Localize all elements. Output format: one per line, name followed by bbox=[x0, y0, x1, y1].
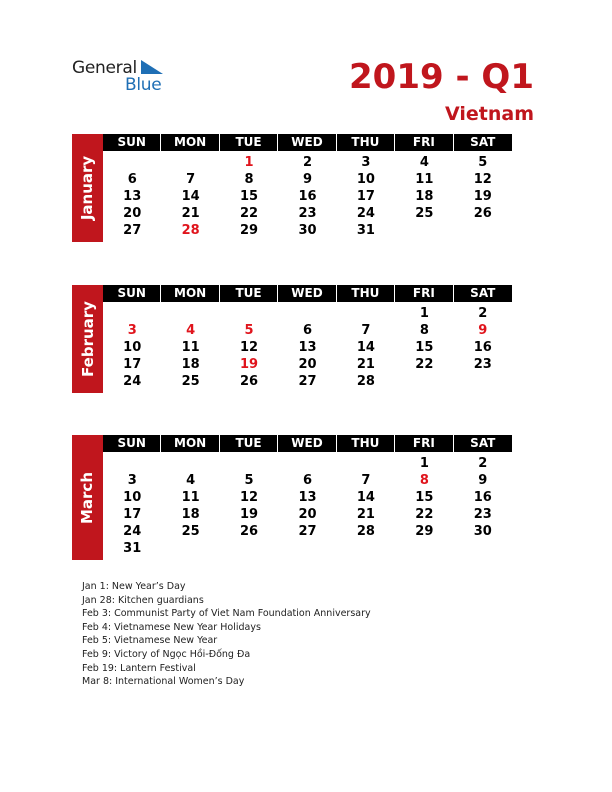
day-cell: 9 bbox=[302, 172, 313, 187]
day-cell bbox=[278, 455, 336, 472]
day-cell bbox=[337, 455, 395, 472]
holiday-list-item: Feb 19: Lantern Festival bbox=[82, 662, 196, 674]
day-cell: 11 bbox=[181, 490, 200, 505]
day-cell: 20 bbox=[123, 206, 142, 221]
day-cell: 19 bbox=[240, 507, 259, 522]
day-cell: 1 bbox=[419, 456, 429, 471]
weekday-label: WED bbox=[278, 134, 336, 151]
month-name: January bbox=[78, 155, 97, 221]
day-cell: 8 bbox=[419, 473, 429, 488]
month-name-tab bbox=[72, 285, 103, 393]
day-cell: 31 bbox=[123, 541, 142, 556]
weekday-label: TUE bbox=[220, 285, 278, 302]
day-cell bbox=[220, 455, 278, 472]
day-cell: 25 bbox=[181, 524, 200, 539]
weekday-label: THU bbox=[337, 435, 395, 452]
holiday-list bbox=[82, 580, 371, 689]
day-cell: 2 bbox=[478, 456, 488, 471]
day-cell: 29 bbox=[415, 524, 434, 539]
weekday-label: FRI bbox=[395, 285, 453, 302]
day-cell: 25 bbox=[415, 206, 434, 221]
day-cell bbox=[278, 305, 336, 322]
day-cell: 27 bbox=[298, 374, 317, 389]
day-cell: 20 bbox=[298, 507, 317, 522]
weekday-label: TUE bbox=[220, 134, 278, 151]
day-cell: 31 bbox=[356, 223, 375, 238]
day-cell: 6 bbox=[302, 323, 313, 338]
day-cell: 9 bbox=[478, 323, 488, 338]
day-cell: 30 bbox=[298, 223, 317, 238]
day-cell: 27 bbox=[298, 524, 317, 539]
day-cell: 25 bbox=[181, 374, 200, 389]
weekday-label: TUE bbox=[220, 435, 278, 452]
day-cell: 20 bbox=[298, 357, 317, 372]
weekday-label: FRI bbox=[395, 134, 453, 151]
day-cell: 23 bbox=[298, 206, 317, 221]
day-cell: 9 bbox=[478, 473, 488, 488]
weekday-header bbox=[103, 134, 512, 151]
day-cell: 11 bbox=[415, 172, 434, 187]
day-cell: 4 bbox=[419, 155, 429, 170]
day-cell bbox=[337, 540, 395, 557]
holiday-list-item: Feb 3: Communist Party of Viet Nam Foundation Anniversary bbox=[82, 608, 371, 620]
day-cell: 7 bbox=[186, 172, 196, 187]
day-cell: 2 bbox=[478, 306, 488, 321]
day-cell: 7 bbox=[361, 473, 371, 488]
day-cell: 3 bbox=[361, 155, 371, 170]
logo-triangle-icon bbox=[141, 60, 163, 74]
day-cell: 16 bbox=[298, 189, 317, 204]
day-cell: 22 bbox=[415, 507, 434, 522]
weekday-label: THU bbox=[337, 134, 395, 151]
day-cell: 11 bbox=[181, 340, 200, 355]
holiday-list-item: Jan 1: New Year’s Day bbox=[82, 581, 186, 592]
month-name-tab bbox=[72, 435, 103, 560]
logo-word-general: General bbox=[72, 58, 137, 78]
weekday-header bbox=[103, 285, 512, 302]
day-cell: 18 bbox=[181, 357, 200, 372]
day-cell: 10 bbox=[123, 340, 142, 355]
day-cell: 13 bbox=[298, 340, 317, 355]
day-cell: 26 bbox=[473, 206, 492, 221]
day-cell: 21 bbox=[181, 206, 200, 221]
day-cell bbox=[454, 222, 512, 239]
day-cell: 17 bbox=[123, 507, 142, 522]
day-cell: 15 bbox=[240, 189, 259, 204]
weekday-label: MON bbox=[161, 285, 219, 302]
holiday-list-item: Feb 5: Vietnamese New Year bbox=[82, 635, 218, 647]
day-cell: 27 bbox=[123, 223, 142, 238]
day-cell: 19 bbox=[240, 357, 259, 372]
month-name: March bbox=[78, 471, 97, 524]
weekday-label: THU bbox=[337, 285, 395, 302]
logo bbox=[72, 58, 172, 98]
weekday-label: WED bbox=[278, 435, 336, 452]
day-cell: 26 bbox=[240, 524, 259, 539]
day-cell: 15 bbox=[415, 490, 434, 505]
weekday-label: WED bbox=[278, 285, 336, 302]
weekday-label: MON bbox=[161, 134, 219, 151]
day-cell: 17 bbox=[356, 189, 375, 204]
page-title: 2019 - Q1 bbox=[349, 57, 534, 97]
day-cell: 19 bbox=[473, 189, 492, 204]
weekday-label: SAT bbox=[470, 135, 496, 149]
day-cell: 3 bbox=[127, 323, 137, 338]
day-cell: 28 bbox=[356, 374, 375, 389]
day-cell: 10 bbox=[356, 172, 375, 187]
day-cell bbox=[220, 305, 278, 322]
day-cell bbox=[395, 222, 453, 239]
day-cell: 24 bbox=[356, 206, 375, 221]
day-cell bbox=[103, 154, 161, 171]
logo-word-blue: Blue bbox=[125, 75, 162, 95]
day-cell: 16 bbox=[473, 340, 492, 355]
day-cell: 22 bbox=[240, 206, 259, 221]
day-cell bbox=[278, 540, 336, 557]
day-cell: 21 bbox=[356, 507, 375, 522]
day-cell: 6 bbox=[302, 473, 313, 488]
day-cell: 21 bbox=[356, 357, 375, 372]
month-name-tab bbox=[72, 134, 103, 242]
day-cell: 6 bbox=[127, 172, 137, 187]
day-cell: 4 bbox=[186, 473, 196, 488]
day-cell: 15 bbox=[415, 340, 434, 355]
month-name: February bbox=[78, 301, 97, 377]
day-cell: 5 bbox=[244, 473, 254, 488]
day-cell bbox=[161, 305, 219, 322]
weekday-label: FRI bbox=[395, 435, 453, 452]
day-cell: 12 bbox=[473, 172, 492, 187]
day-cell: 5 bbox=[244, 323, 254, 338]
day-cell bbox=[337, 305, 395, 322]
weekday-label: SUN bbox=[103, 134, 161, 151]
day-cell: 16 bbox=[473, 490, 492, 505]
weekday-label: SAT bbox=[470, 286, 496, 300]
day-cell: 14 bbox=[356, 340, 375, 355]
day-cell: 5 bbox=[478, 155, 488, 170]
day-cell: 18 bbox=[415, 189, 434, 204]
day-grid bbox=[103, 455, 512, 557]
day-cell: 28 bbox=[181, 223, 200, 238]
day-cell bbox=[454, 373, 512, 390]
day-cell bbox=[395, 540, 453, 557]
day-cell: 28 bbox=[356, 524, 375, 539]
day-cell: 8 bbox=[244, 172, 254, 187]
day-cell: 7 bbox=[361, 323, 371, 338]
day-cell bbox=[161, 540, 219, 557]
day-cell bbox=[161, 154, 219, 171]
weekday-label: SUN bbox=[103, 435, 161, 452]
day-cell: 13 bbox=[298, 490, 317, 505]
day-cell: 17 bbox=[123, 357, 142, 372]
day-cell: 14 bbox=[181, 189, 200, 204]
day-grid bbox=[103, 305, 512, 390]
day-cell: 13 bbox=[123, 189, 142, 204]
day-cell: 22 bbox=[415, 357, 434, 372]
holiday-list-item: Feb 9: Victory of Ngọc Hồi-Đống Đa bbox=[82, 648, 251, 660]
day-cell: 4 bbox=[186, 323, 196, 338]
day-cell: 2 bbox=[302, 155, 313, 170]
day-grid bbox=[103, 154, 512, 239]
holiday-list-item: Mar 8: International Women’s Day bbox=[82, 676, 245, 688]
day-cell: 14 bbox=[356, 490, 375, 505]
day-cell bbox=[103, 455, 161, 472]
day-cell: 1 bbox=[419, 306, 429, 321]
country-name: Vietnam bbox=[445, 103, 534, 125]
day-cell: 23 bbox=[473, 507, 492, 522]
holiday-list-item: Jan 28: Kitchen guardians bbox=[82, 594, 204, 606]
day-cell: 12 bbox=[240, 490, 259, 505]
day-cell bbox=[454, 540, 512, 557]
weekday-label: SAT bbox=[470, 436, 496, 450]
day-cell: 1 bbox=[244, 155, 254, 170]
day-cell bbox=[395, 373, 453, 390]
day-cell: 3 bbox=[127, 473, 137, 488]
day-cell: 24 bbox=[123, 374, 142, 389]
day-cell bbox=[161, 455, 219, 472]
day-cell: 24 bbox=[123, 524, 142, 539]
day-cell: 12 bbox=[240, 340, 259, 355]
day-cell: 10 bbox=[123, 490, 142, 505]
day-cell: 30 bbox=[473, 524, 492, 539]
day-cell: 23 bbox=[473, 357, 492, 372]
day-cell bbox=[220, 540, 278, 557]
day-cell bbox=[103, 305, 161, 322]
weekday-label: MON bbox=[161, 435, 219, 452]
day-cell: 8 bbox=[419, 323, 429, 338]
holiday-list-item: Feb 4: Vietnamese New Year Holidays bbox=[82, 621, 261, 633]
weekday-label: SUN bbox=[103, 285, 161, 302]
day-cell: 18 bbox=[181, 507, 200, 522]
day-cell: 29 bbox=[240, 223, 259, 238]
day-cell: 26 bbox=[240, 374, 259, 389]
weekday-header bbox=[103, 435, 512, 452]
